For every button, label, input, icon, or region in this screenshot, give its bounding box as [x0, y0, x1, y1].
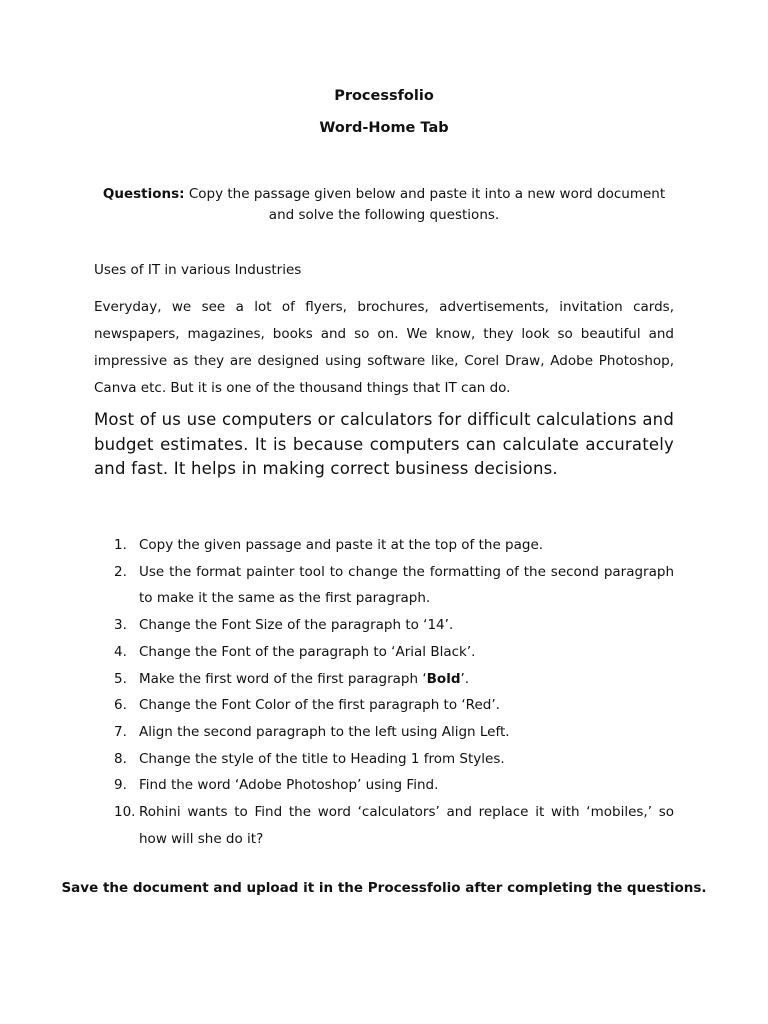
task-text-after: ’. [460, 670, 470, 687]
footer-instruction: Save the document and upload it in the Processfolio after completing the questions. [61, 880, 707, 896]
task-list [94, 532, 674, 852]
document-title: Processfolio [334, 88, 434, 104]
task-number: 4. [114, 643, 127, 660]
questions-instruction [94, 184, 674, 226]
task-text: Change the Font of the paragraph to ‘Arial Black’. [139, 643, 476, 660]
task-number: 1. [114, 537, 127, 553]
questions-text: Copy the passage given below and paste it into a new word document and solve the following questions. [184, 186, 666, 223]
task-item [94, 559, 674, 612]
task-number: 5. [114, 670, 127, 687]
task-item [94, 799, 674, 852]
task-text-bold: Bold [426, 670, 461, 687]
questions-label: Questions: [102, 186, 185, 202]
task-number: 2. [114, 563, 127, 580]
task-number: 6. [114, 697, 127, 714]
task-item [94, 532, 674, 559]
task-text: Change the Font Color of the first paragraph to ‘Red’. [139, 697, 500, 714]
task-text: Align the second paragraph to the left using Align Left. [139, 723, 510, 740]
task-text: Rohini wants to Find the word ‘calculators’ and replace it with ‘mobiles,’ so how will she do it? [139, 804, 674, 847]
document-subtitle: Word-Home Tab [319, 120, 449, 136]
task-item [94, 692, 674, 719]
task-number: 9. [114, 777, 127, 794]
passage-paragraph-2: Most of us use computers or calculators for difficult calculations and budget estimates. It is because computers can calculate accurately and fast. It helps in making correct business decisions. [94, 410, 674, 478]
task-number: 3. [114, 617, 127, 634]
task-item [94, 746, 674, 773]
task-item [94, 719, 674, 746]
task-number: 8. [114, 750, 127, 767]
task-item [94, 639, 674, 666]
task-text: Find the word ‘Adobe Photoshop’ using Find. [139, 777, 439, 794]
task-number: 10. [114, 804, 136, 821]
task-number: 7. [114, 723, 127, 740]
task-item [94, 772, 674, 799]
task-text: Change the style of the title to Heading 1 from Styles. [139, 750, 505, 767]
task-text: Copy the given passage and paste it at the top of the page. [139, 537, 544, 553]
passage-heading: Uses of IT in various Industries [94, 262, 302, 278]
task-text-before: Make the first word of the first paragraph ‘ [139, 670, 427, 687]
task-text: Use the format painter tool to change the formatting of the second paragraph to make it the same as the first paragraph. [139, 563, 674, 607]
task-text: Change the Font Size of the paragraph to ‘14’. [139, 617, 454, 634]
task-item [94, 612, 674, 639]
task-item [94, 666, 674, 693]
passage-paragraph-1: Everyday, we see a lot of flyers, brochures, advertisements, invitation cards, newspapers, magazines, books and so on. We know, they look so beautiful and impressive as they are designed using software like, Corel Draw, Adobe Photoshop, Canva etc. But it is one of the thousand things that IT can do. [94, 299, 674, 396]
